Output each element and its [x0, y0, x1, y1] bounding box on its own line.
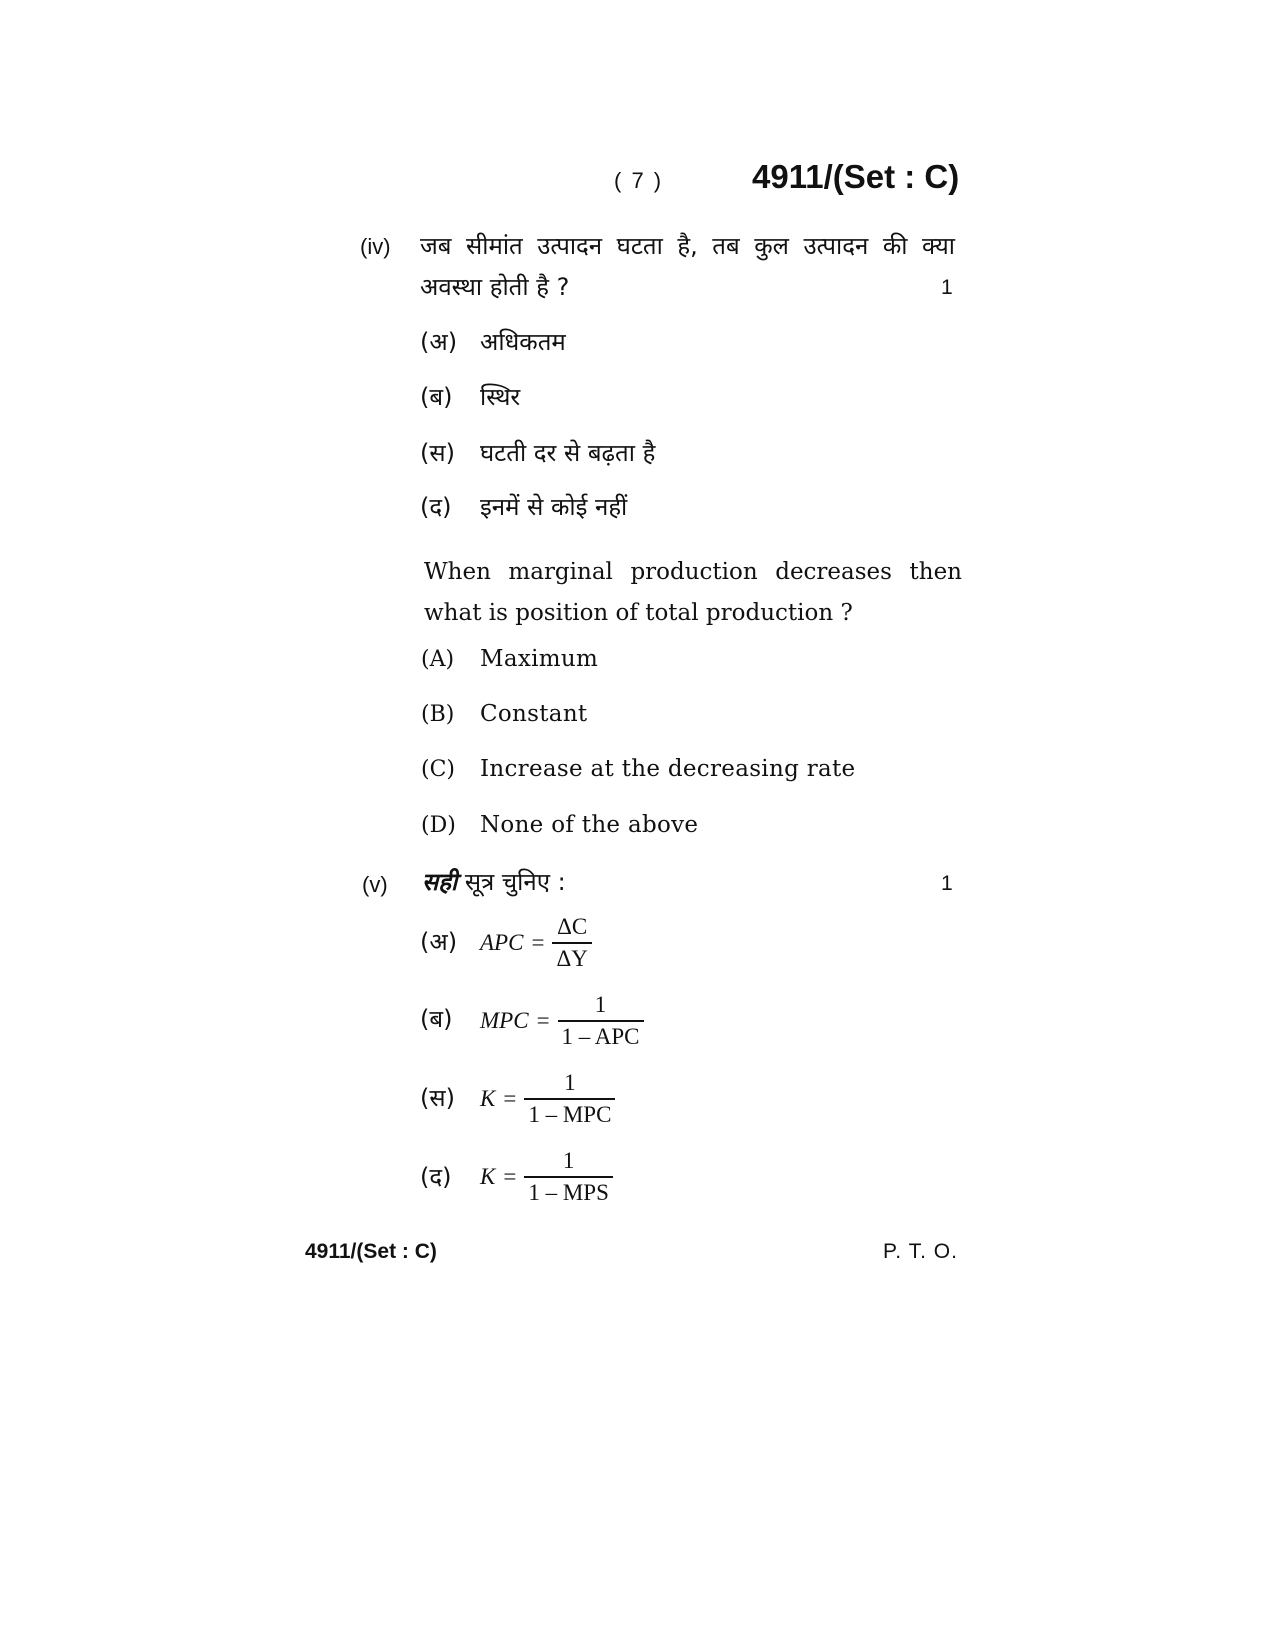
option-text: स्थिर: [480, 383, 521, 411]
option-label: (स): [420, 1084, 455, 1112]
question-number-iv: (iv): [360, 234, 391, 259]
fraction-denominator: 1 – APC: [561, 1023, 640, 1049]
option-label: (D): [421, 813, 456, 838]
question-iv-english-line1: When marginal production decreases then: [424, 559, 962, 585]
question-v-marks: 1: [941, 872, 953, 895]
formula-option: [480, 1146, 613, 1208]
option-text: घटती दर से बढ़ता है: [480, 439, 656, 467]
question-iv-english-line2: what is position of total production ?: [424, 600, 853, 626]
formula-option: [480, 1068, 615, 1130]
option-label: (अ): [420, 328, 458, 356]
formula-equals: =: [531, 929, 545, 955]
fraction-numerator: 1: [564, 1070, 576, 1095]
option-label: (द): [420, 493, 452, 521]
option-label: (अ): [420, 928, 458, 956]
please-turn-over: P. T. O.: [883, 1240, 958, 1263]
question-number-v: (v): [362, 872, 388, 897]
option-label: (ब): [420, 1005, 453, 1033]
option-text: Constant: [480, 701, 588, 727]
option-label: (C): [421, 757, 455, 782]
option-label: (स): [420, 439, 455, 467]
formula-equals: =: [503, 1085, 517, 1111]
question-iv-hindi-line1: जब सीमांत उत्पादन घटता है, तब कुल उत्पादन की क्या: [420, 232, 955, 260]
formula-lhs: MPC: [480, 1007, 529, 1033]
question-iv-marks: 1: [941, 276, 953, 299]
question-v-rest: सूत्र चुनिए :: [464, 868, 566, 896]
option-text: इनमें से कोई नहीं: [480, 493, 628, 521]
formula-fraction: [552, 912, 591, 974]
formula-equals: =: [503, 1163, 517, 1189]
option-text: अधिकतम: [480, 328, 566, 356]
formula-fraction: [524, 1146, 613, 1208]
paper-code-footer: 4911/(Set : C): [305, 1240, 437, 1263]
question-iv-hindi-line2: अवस्था होती है ?: [420, 273, 570, 301]
formula-lhs: K: [480, 1085, 496, 1111]
option-label: (B): [421, 702, 455, 727]
formula-option: [480, 990, 644, 1052]
fraction-numerator: 1: [594, 992, 607, 1017]
option-label: (द): [420, 1163, 452, 1191]
formula-lhs: APC: [480, 929, 524, 955]
formula-fraction: [524, 1068, 615, 1130]
fraction-denominator: 1 – MPS: [528, 1179, 609, 1205]
fraction-denominator: 1 – MPC: [528, 1101, 612, 1127]
question-v-emphasis: सही: [422, 868, 458, 896]
paper-code-header: 4911/(Set : C): [752, 158, 960, 195]
formula-equals: =: [536, 1007, 550, 1033]
fraction-numerator: ΔC: [557, 914, 588, 939]
page-number: ( 7 ): [614, 168, 664, 193]
option-text: Increase at the decreasing rate: [480, 756, 856, 782]
fraction-denominator: ΔY: [556, 945, 588, 971]
option-label: (A): [421, 647, 455, 672]
option-label: (ब): [420, 383, 453, 411]
fraction-numerator: 1: [562, 1148, 575, 1173]
option-text: None of the above: [480, 812, 699, 838]
question-v-text: [422, 865, 566, 898]
question-iv-english: [424, 552, 962, 634]
formula-lhs: K: [480, 1163, 496, 1189]
option-text: Maximum: [480, 646, 599, 672]
formula-fraction: [558, 990, 644, 1052]
formula-option: [480, 912, 592, 974]
